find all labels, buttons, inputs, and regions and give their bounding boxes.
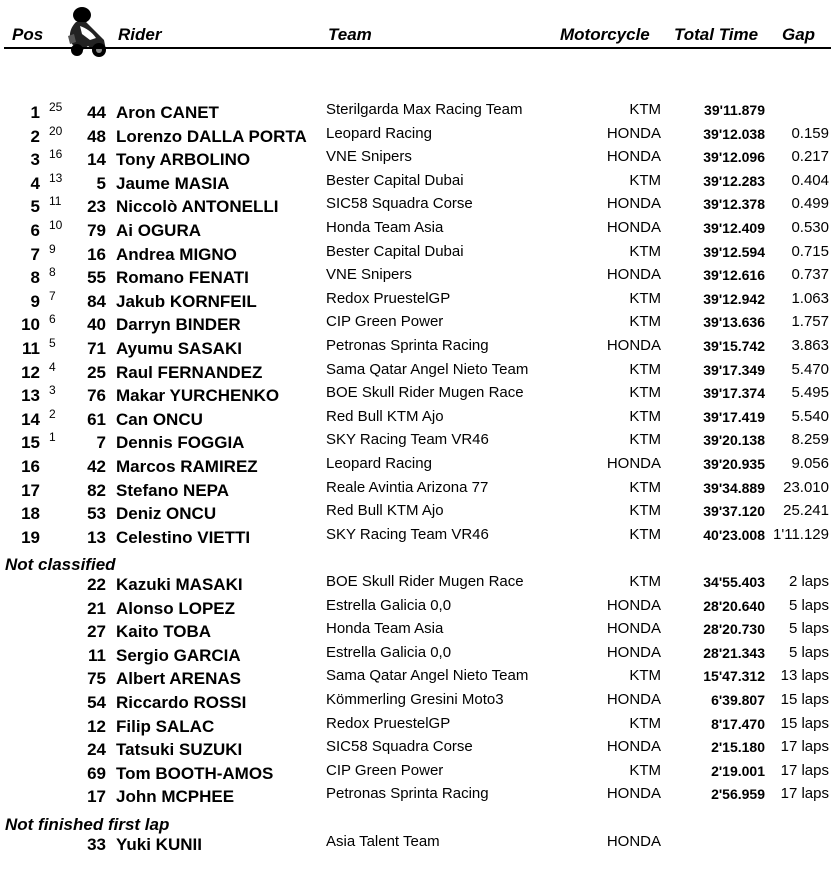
team-cell: CIP Green Power	[326, 313, 444, 330]
motorcycle-cell: HONDA	[606, 833, 661, 850]
rider-number-cell: 23	[87, 197, 106, 216]
total-time-cell: 28'20.640	[703, 598, 765, 614]
position-cell: 6	[30, 221, 40, 240]
gap-cell: 0.159	[791, 125, 829, 142]
total-time-cell: 39'20.138	[703, 432, 765, 448]
motorcycle-cell: HONDA	[606, 125, 661, 142]
rider-name-cell: Ai OGURA	[116, 221, 201, 240]
gap-cell: 0.530	[791, 219, 829, 236]
gap-cell: 0.404	[791, 172, 829, 189]
total-time-cell: 39'17.419	[703, 409, 765, 425]
rider-name-cell: Filip SALAC	[116, 717, 215, 736]
total-time-cell: 39'12.378	[703, 196, 765, 212]
total-time-cell: 39'12.283	[703, 173, 765, 189]
gap-cell: 17 laps	[780, 762, 829, 779]
rider-number-cell: 13	[87, 528, 106, 547]
header-motorcycle: Motorcycle	[560, 25, 650, 44]
motorcycle-cell: HONDA	[606, 148, 661, 165]
total-time-cell: 39'12.942	[703, 291, 765, 307]
team-cell: BOE Skull Rider Mugen Race	[326, 384, 524, 401]
points-cell: 9	[49, 242, 56, 256]
team-cell: Redox PruestelGP	[326, 715, 451, 732]
gap-cell: 1.063	[791, 290, 829, 307]
gap-cell: 5.495	[791, 384, 829, 401]
position-cell: 19	[21, 528, 40, 547]
gap-cell: 1'11.129	[773, 526, 829, 543]
points-cell: 6	[49, 312, 56, 326]
motorcycle-cell: HONDA	[606, 597, 661, 614]
points-cell: 25	[49, 100, 63, 114]
team-cell: Red Bull KTM Ajo	[326, 502, 444, 519]
total-time-cell: 2'19.001	[711, 763, 765, 779]
table-row	[0, 430, 835, 454]
position-cell: 10	[21, 315, 40, 334]
table-row	[0, 100, 835, 124]
rider-name-cell: Deniz ONCU	[116, 504, 217, 523]
total-time-cell: 39'12.616	[703, 267, 765, 283]
rider-number-cell: 79	[87, 221, 106, 240]
total-time-cell: 39'34.889	[703, 480, 765, 496]
team-cell: Bester Capital Dubai	[326, 243, 464, 260]
team-cell: Leopard Racing	[326, 125, 432, 142]
table-row	[0, 501, 835, 525]
gap-cell: 23.010	[783, 479, 829, 496]
points-cell: 20	[49, 124, 63, 138]
table-row	[0, 690, 835, 714]
points-cell: 11	[49, 194, 62, 208]
rider-name-cell: Jaume MASIA	[116, 174, 230, 193]
table-row	[0, 171, 835, 195]
rider-name-cell: Tatsuki SUZUKI	[116, 740, 243, 759]
total-time-cell: 39'12.409	[703, 220, 765, 236]
position-cell: 18	[21, 504, 40, 523]
position-cell: 2	[30, 127, 40, 146]
table-header	[0, 0, 835, 56]
rider-name-cell: Kaito TOBA	[116, 622, 212, 641]
rider-number-cell: 11	[88, 646, 106, 665]
table-row	[0, 289, 835, 313]
motorcycle-cell: KTM	[629, 762, 661, 779]
rider-number-cell: 55	[87, 268, 106, 287]
points-cell: 4	[49, 360, 56, 374]
team-cell: BOE Skull Rider Mugen Race	[326, 573, 524, 590]
motorcycle-cell: KTM	[629, 384, 661, 401]
gap-cell: 13 laps	[780, 667, 829, 684]
motorcycle-cell: KTM	[629, 573, 661, 590]
points-cell: 2	[49, 407, 56, 421]
rider-number-cell: 48	[87, 127, 106, 146]
position-cell: 16	[21, 457, 40, 476]
gap-cell: 0.217	[791, 148, 829, 165]
total-time-cell: 28'21.343	[703, 645, 765, 661]
team-cell: SKY Racing Team VR46	[326, 431, 489, 448]
rider-number-cell: 33	[87, 835, 106, 854]
rider-number-cell: 17	[87, 787, 106, 806]
total-time-cell: 39'37.120	[703, 503, 765, 519]
team-cell: VNE Snipers	[326, 266, 412, 283]
table-row	[0, 525, 835, 549]
motorcycle-cell: HONDA	[606, 195, 661, 212]
gap-cell: 1.757	[791, 313, 829, 330]
total-time-cell: 39'15.742	[703, 338, 765, 354]
rider-name-cell: Raul FERNANDEZ	[116, 363, 263, 382]
rider-number-cell: 27	[87, 622, 106, 641]
team-cell: SKY Racing Team VR46	[326, 526, 489, 543]
rider-name-cell: Albert ARENAS	[116, 669, 241, 688]
motorcycle-rider-icon	[66, 6, 112, 58]
rider-number-cell: 5	[96, 174, 106, 193]
rider-number-cell: 75	[87, 669, 106, 688]
rider-number-cell: 40	[87, 315, 106, 334]
rider-name-cell: Celestino VIETTI	[116, 528, 251, 547]
header-team: Team	[328, 25, 372, 44]
motorcycle-cell: HONDA	[606, 738, 661, 755]
total-time-cell: 6'39.807	[711, 692, 765, 708]
gap-cell: 0.737	[791, 266, 829, 283]
total-time-cell: 39'13.636	[703, 314, 765, 330]
motorcycle-cell: HONDA	[606, 644, 661, 661]
header-total-time: Total Time	[674, 25, 759, 44]
total-time-cell: 39'12.594	[703, 244, 765, 260]
gap-cell: 17 laps	[780, 785, 829, 802]
points-cell: 13	[49, 171, 63, 185]
motorcycle-cell: HONDA	[606, 691, 661, 708]
motorcycle-cell: KTM	[629, 526, 661, 543]
team-cell: Asia Talent Team	[326, 833, 440, 850]
rider-name-cell: Yuki KUNII	[116, 835, 202, 854]
rider-number-cell: 12	[87, 717, 106, 736]
team-cell: SIC58 Squadra Corse	[326, 738, 473, 755]
gap-cell: 2 laps	[788, 573, 829, 590]
table-row	[0, 360, 835, 384]
motorcycle-cell: KTM	[629, 101, 661, 118]
rider-number-cell: 76	[87, 386, 106, 405]
rider-name-cell: Romano FENATI	[116, 268, 249, 287]
rider-name-cell: Lorenzo DALLA PORTA	[116, 127, 307, 146]
total-time-cell: 39'12.038	[703, 126, 765, 142]
team-cell: Estrella Galicia 0,0	[326, 597, 452, 614]
motorcycle-cell: KTM	[629, 502, 661, 519]
total-time-cell: 15'47.312	[703, 668, 765, 684]
table-row	[0, 242, 835, 266]
table-row	[0, 666, 835, 690]
gap-cell: 3.863	[791, 337, 829, 354]
team-cell: Estrella Galicia 0,0	[326, 644, 452, 661]
rider-name-cell: Niccolò ANTONELLI	[116, 197, 279, 216]
header-pos: Pos	[12, 25, 44, 44]
team-cell: Red Bull KTM Ajo	[326, 408, 444, 425]
rider-number-cell: 24	[87, 740, 106, 759]
rider-number-cell: 16	[87, 245, 106, 264]
motorcycle-cell: KTM	[629, 479, 661, 496]
points-cell: 3	[49, 383, 56, 397]
table-row	[0, 619, 835, 643]
total-time-cell: 34'55.403	[703, 574, 765, 590]
position-cell: 17	[21, 481, 40, 500]
team-cell: Petronas Sprinta Racing	[326, 785, 489, 802]
motorcycle-cell: KTM	[629, 313, 661, 330]
rider-number-cell: 22	[87, 575, 106, 594]
motorcycle-cell: HONDA	[606, 219, 661, 236]
position-cell: 13	[21, 386, 40, 405]
table-row	[0, 454, 835, 478]
points-cell: 5	[49, 336, 56, 350]
gap-cell: 5.470	[791, 361, 829, 378]
table-row	[0, 383, 835, 407]
motorcycle-cell: HONDA	[606, 337, 661, 354]
total-time-cell: 2'56.959	[711, 786, 765, 802]
rider-name-cell: Ayumu SASAKI	[116, 339, 242, 358]
rider-name-cell: Can ONCU	[116, 410, 203, 429]
rider-number-cell: 61	[87, 410, 106, 429]
motorcycle-cell: HONDA	[606, 785, 661, 802]
position-cell: 12	[21, 363, 40, 382]
rider-name-cell: Marcos RAMIREZ	[116, 457, 258, 476]
table-row	[0, 124, 835, 148]
motorcycle-cell: HONDA	[606, 620, 661, 637]
position-cell: 15	[21, 433, 40, 452]
rider-name-cell: Dennis FOGGIA	[116, 433, 245, 452]
position-cell: 11	[22, 339, 40, 358]
total-time-cell: 39'11.879	[704, 102, 765, 118]
rider-number-cell: 82	[87, 481, 106, 500]
position-cell: 9	[30, 292, 40, 311]
team-cell: Honda Team Asia	[326, 620, 444, 637]
team-cell: VNE Snipers	[326, 148, 412, 165]
motorcycle-cell: KTM	[629, 667, 661, 684]
rider-name-cell: Alonso LOPEZ	[116, 599, 235, 618]
position-cell: 7	[30, 245, 40, 264]
rider-name-cell: Darryn BINDER	[116, 315, 241, 334]
rider-number-cell: 69	[87, 764, 106, 783]
gap-cell: 0.499	[791, 195, 829, 212]
table-row	[0, 265, 835, 289]
gap-cell: 5 laps	[788, 620, 829, 637]
team-cell: Bester Capital Dubai	[326, 172, 464, 189]
total-time-cell: 28'20.730	[703, 621, 765, 637]
rider-number-cell: 53	[87, 504, 106, 523]
motorcycle-cell: KTM	[629, 431, 661, 448]
header-rider: Rider	[118, 25, 162, 44]
rider-name-cell: John MCPHEE	[116, 787, 235, 806]
motorcycle-cell: KTM	[629, 361, 661, 378]
table-row	[0, 407, 835, 431]
team-cell: Leopard Racing	[326, 455, 432, 472]
points-cell: 10	[49, 218, 63, 232]
table-row	[0, 312, 835, 336]
table-row	[0, 643, 835, 667]
section-not-finished: Not finished first lap	[5, 815, 170, 834]
points-cell: 16	[49, 147, 63, 161]
rider-number-cell: 84	[87, 292, 106, 311]
motorcycle-cell: KTM	[629, 243, 661, 260]
rider-name-cell: Riccardo ROSSI	[116, 693, 247, 712]
rider-number-cell: 42	[87, 457, 106, 476]
team-cell: Redox PruestelGP	[326, 290, 451, 307]
gap-cell: 0.715	[791, 243, 829, 260]
gap-cell: 5 laps	[788, 644, 829, 661]
table-row	[0, 737, 835, 761]
gap-cell: 15 laps	[780, 715, 829, 732]
table-row	[0, 147, 835, 171]
gap-cell: 17 laps	[780, 738, 829, 755]
rider-name-cell: Sergio GARCIA	[116, 646, 241, 665]
rider-number-cell: 44	[87, 103, 106, 122]
rider-name-cell: Kazuki MASAKI	[116, 575, 243, 594]
rider-number-cell: 7	[96, 433, 106, 452]
position-cell: 1	[30, 103, 40, 122]
points-cell: 8	[49, 265, 56, 279]
header-gap: Gap	[782, 25, 816, 44]
team-cell: Kömmerling Gresini Moto3	[326, 691, 504, 708]
motorcycle-cell: HONDA	[606, 266, 661, 283]
rider-number-cell: 54	[87, 693, 106, 712]
table-row	[0, 478, 835, 502]
team-cell: Sama Qatar Angel Nieto Team	[326, 667, 529, 684]
rider-name-cell: Andrea MIGNO	[116, 245, 237, 264]
rider-number-cell: 25	[87, 363, 106, 382]
table-row	[0, 218, 835, 242]
rider-name-cell: Tom BOOTH-AMOS	[116, 764, 274, 783]
rider-number-cell: 14	[87, 150, 106, 169]
rider-number-cell: 21	[87, 599, 106, 618]
table-row	[0, 784, 835, 808]
total-time-cell: 2'15.180	[711, 739, 765, 755]
rider-name-cell: Jakub KORNFEIL	[116, 292, 257, 311]
motorcycle-cell: KTM	[629, 290, 661, 307]
gap-cell: 8.259	[791, 431, 829, 448]
points-cell: 1	[49, 430, 56, 444]
gap-cell: 5.540	[791, 408, 829, 425]
rider-name-cell: Makar YURCHENKO	[116, 386, 280, 405]
position-cell: 8	[30, 268, 40, 287]
gap-cell: 25.241	[783, 502, 829, 519]
total-time-cell: 39'20.935	[703, 456, 765, 472]
motorcycle-cell: HONDA	[606, 455, 661, 472]
motorcycle-cell: KTM	[629, 172, 661, 189]
gap-cell: 15 laps	[780, 691, 829, 708]
position-cell: 14	[21, 410, 40, 429]
team-cell: SIC58 Squadra Corse	[326, 195, 473, 212]
table-row	[0, 761, 835, 785]
position-cell: 3	[30, 150, 40, 169]
total-time-cell: 39'17.374	[703, 385, 765, 401]
position-cell: 4	[30, 174, 40, 193]
total-time-cell: 39'12.096	[703, 149, 765, 165]
section-not-classified: Not classified	[5, 555, 116, 574]
total-time-cell: 40'23.008	[703, 527, 765, 543]
header-divider	[4, 47, 831, 49]
table-row	[0, 832, 835, 856]
team-cell: Petronas Sprinta Racing	[326, 337, 489, 354]
points-cell: 7	[49, 289, 56, 303]
team-cell: Sterilgarda Max Racing Team	[326, 101, 523, 118]
gap-cell: 5 laps	[788, 597, 829, 614]
gap-cell: 9.056	[791, 455, 829, 472]
position-cell: 5	[30, 197, 40, 216]
motorcycle-cell: KTM	[629, 408, 661, 425]
rider-number-cell: 71	[87, 339, 106, 358]
table-row	[0, 596, 835, 620]
table-row	[0, 194, 835, 218]
rider-name-cell: Stefano NEPA	[116, 481, 230, 500]
table-row	[0, 572, 835, 596]
table-row	[0, 336, 835, 360]
team-cell: CIP Green Power	[326, 762, 444, 779]
rider-name-cell: Aron CANET	[116, 103, 219, 122]
total-time-cell: 8'17.470	[711, 716, 765, 732]
team-cell: Reale Avintia Arizona 77	[326, 479, 489, 496]
total-time-cell: 39'17.349	[703, 362, 765, 378]
team-cell: Honda Team Asia	[326, 219, 444, 236]
team-cell: Sama Qatar Angel Nieto Team	[326, 361, 529, 378]
table-row	[0, 714, 835, 738]
rider-name-cell: Tony ARBOLINO	[116, 150, 251, 169]
motorcycle-cell: KTM	[629, 715, 661, 732]
